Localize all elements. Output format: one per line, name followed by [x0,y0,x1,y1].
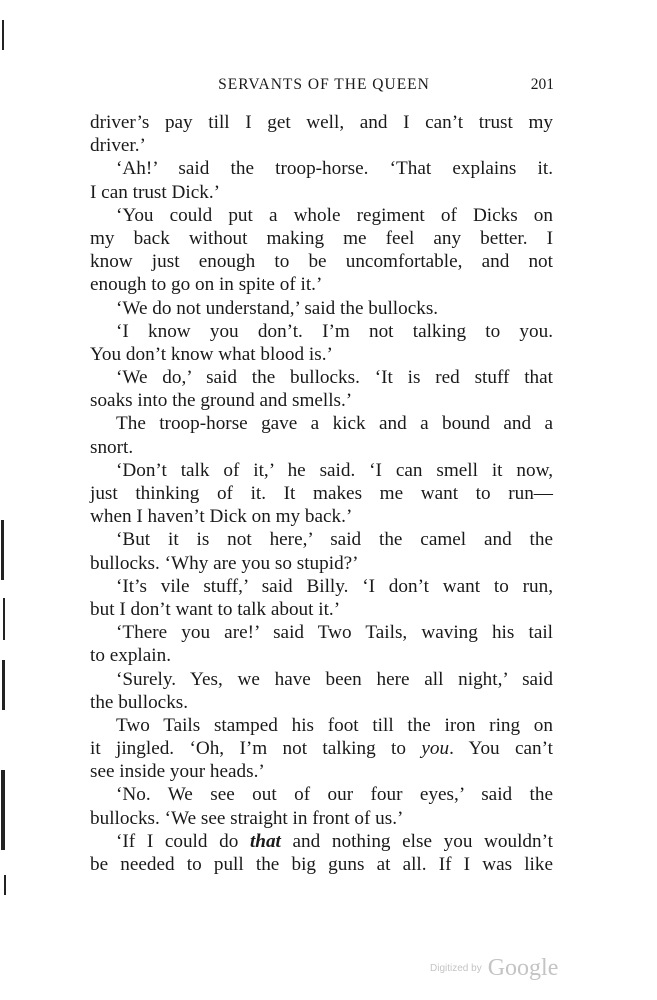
binding-shadow [3,598,5,640]
text-line: You don’t know what blood is.’ [90,343,333,365]
text-line: just thinking of it. It makes me want to run— [90,483,553,504]
text-line: it jingled. ‘Oh, I’m not talking to you. You can’t [90,738,553,760]
body-text [90,111,553,876]
text-line: Two Tails stamped his foot till the iron ring on [116,714,553,736]
text-line: to explain. [90,645,171,667]
google-logo: Google [487,955,559,981]
digitized-watermark [430,955,565,985]
text-line: know just enough to be uncomfortable, and not [90,251,553,273]
text-line: see inside your heads.’ [90,761,265,783]
text-line: The troop-horse gave a kick and a bound and a [116,413,553,435]
text-line: driver’s pay till I get well, and I can’t trust my [90,112,553,133]
binding-shadow [2,20,4,50]
text-line: ‘We do,’ said the bullocks. ‘It is red stuff that [116,367,553,389]
binding-shadow [1,770,5,850]
page-number: 201 [530,76,554,93]
text-line: soaks into the ground and smells.’ [90,390,353,412]
text-line: the bullocks. [90,691,189,713]
watermark-prefix: Digitized by [430,963,482,974]
text-line: ‘Surely. Yes, we have been here all night,’ said [116,668,553,690]
text-line: ‘You could put a whole regiment of Dicks on [116,204,553,226]
text-line: ‘There you are!’ said Two Tails, waving his tail [116,622,553,644]
text-line: my back without making me feel any better. I [90,227,553,249]
text-line: ‘Ah!’ said the troop-horse. ‘That explains it. [116,158,553,180]
page-header [90,74,558,98]
text-line: I can trust Dick.’ [90,181,221,203]
text-line: be needed to pull the big guns at all. If I was like [90,854,553,875]
text-line: bullocks. ‘Why are you so stupid?’ [90,552,359,574]
text-line: bullocks. ‘We see straight in front of us.’ [90,807,404,829]
text-line: ‘It’s vile stuff,’ said Billy. ‘I don’t want to run, [116,575,553,597]
text-line: snort. [90,436,134,458]
text-line: ‘We do not understand,’ said the bullocks. [116,297,439,319]
binding-shadow [2,660,5,710]
text-line: ‘If I could do that and nothing else you wouldn’t [116,830,553,852]
text-line: ‘I know you don’t. I’m not talking to you. [116,320,553,342]
text-line: driver.’ [90,135,146,157]
binding-shadow [4,875,6,895]
text-line: but I don’t want to talk about it.’ [90,598,341,620]
text-line: enough to go on in spite of it.’ [90,274,323,296]
text-line: ‘Don’t talk of it,’ he said. ‘I can smell it now, [116,459,553,481]
running-title: SERVANTS OF THE QUEEN [218,76,430,93]
text-line: ‘But it is not here,’ said the camel and the [116,529,553,551]
text-line: when I haven’t Dick on my back.’ [90,506,353,528]
text-line: ‘No. We see out of our four eyes,’ said the [116,784,553,806]
binding-shadow [1,520,4,580]
